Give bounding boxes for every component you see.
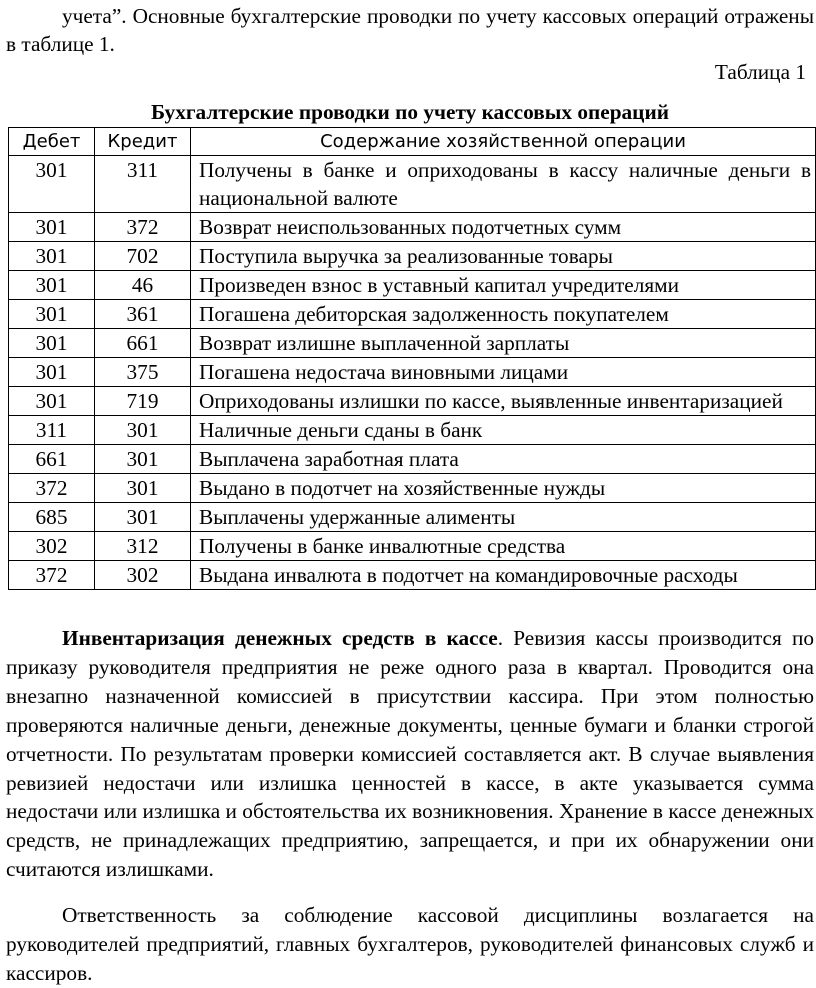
cell-credit: 302 <box>95 561 191 590</box>
cell-debit: 301 <box>9 358 95 387</box>
cell-credit: 46 <box>95 271 191 300</box>
closing-paragraph: Ответственность за соблюдение кассовой дисциплины возлагается на руководителей предприятий, главных бухгалтеров, руководителей финансовых служб и кассиров. <box>6 903 814 985</box>
cell-debit: 301 <box>9 242 95 271</box>
cell-credit: 301 <box>95 445 191 474</box>
cell-credit: 301 <box>95 503 191 532</box>
table-row <box>9 271 816 300</box>
cell-debit: 301 <box>9 271 95 300</box>
table-row <box>9 242 816 271</box>
cell-description: Выплачены удержанные алименты <box>191 503 816 532</box>
cell-description: Возврат излишне выплаченной зарплаты <box>191 329 816 358</box>
header-debit: Дебет <box>9 128 95 156</box>
inventory-text: . Ревизия кассы производится по приказу руководителя предприятия не реже одного раза в квартал. Проводится она внезапно назначенной комиссией в присутствии кассира. При этом полностью проверяются наличные деньги, денежные документы, ценные бумаги и бланки строгой отчетности. По результатам проверки комиссией составляется акт. В случае выявления ревизией недостачи или излишка ценностей в кассе, в акте указывается сумма недостачи или излишка и обстоятельства их возникновения. Хранение в кассе денежных средств, не принадлежащих предприятию, запрещается, и при их обнаружении они считаются излишками. <box>6 626 814 882</box>
cell-debit: 301 <box>9 300 95 329</box>
cell-credit: 311 <box>95 156 191 213</box>
cell-credit: 361 <box>95 300 191 329</box>
table-row <box>9 387 816 416</box>
cell-credit: 372 <box>95 213 191 242</box>
cell-credit: 375 <box>95 358 191 387</box>
cell-description: Наличные деньги сданы в банк <box>191 416 816 445</box>
cell-description: Выдано в подотчет на хозяйственные нужды <box>191 474 816 503</box>
cell-debit: 685 <box>9 503 95 532</box>
cell-description: Выдана инвалюта в подотчет на командировочные расходы <box>191 561 816 590</box>
table-row <box>9 358 816 387</box>
table-header-row <box>9 128 816 156</box>
table-row <box>9 156 816 213</box>
cell-description: Получены в банке инвалютные средства <box>191 532 816 561</box>
table-row <box>9 561 816 590</box>
cell-debit: 661 <box>9 445 95 474</box>
cell-description: Поступила выручка за реализованные товары <box>191 242 816 271</box>
entries-table <box>8 127 816 590</box>
cell-description: Погашена недостача виновными лицами <box>191 358 816 387</box>
cell-credit: 312 <box>95 532 191 561</box>
inventory-paragraph <box>6 624 814 884</box>
table-row <box>9 329 816 358</box>
cell-description: Оприходованы излишки по кассе, выявленные инвентаризацией <box>191 387 816 416</box>
cell-debit: 311 <box>9 416 95 445</box>
table-row <box>9 213 816 242</box>
inventory-heading: Инвентаризация денежных средств в кассе <box>62 626 498 650</box>
table-row <box>9 474 816 503</box>
cell-description: Произведен взнос в уставный капитал учредителями <box>191 271 816 300</box>
cell-debit: 301 <box>9 213 95 242</box>
cell-debit: 301 <box>9 387 95 416</box>
cell-description: Возврат неиспользованных подотчетных сумм <box>191 213 816 242</box>
header-credit: Кредит <box>95 128 191 156</box>
table-row <box>9 445 816 474</box>
intro-paragraph: учета”. Основные бухгалтерские проводки по учету кассовых операций отражены в таблице 1. <box>6 4 814 56</box>
cell-credit: 719 <box>95 387 191 416</box>
cell-description: Получены в банке и оприходованы в кассу наличные деньги в национальной валюте <box>191 156 816 213</box>
cell-description: Выплачена заработная плата <box>191 445 816 474</box>
header-description: Содержание хозяйственной операции <box>191 128 816 156</box>
cell-debit: 301 <box>9 156 95 213</box>
cell-debit: 372 <box>9 474 95 503</box>
cell-debit: 372 <box>9 561 95 590</box>
table-title: Бухгалтерские проводки по учету кассовых операций <box>151 100 669 124</box>
table-row <box>9 532 816 561</box>
cell-debit: 302 <box>9 532 95 561</box>
cell-credit: 661 <box>95 329 191 358</box>
cell-credit: 301 <box>95 474 191 503</box>
table-row <box>9 300 816 329</box>
table-row <box>9 416 816 445</box>
cell-description: Погашена дебиторская задолженность покупателем <box>191 300 816 329</box>
table-caption: Таблица 1 <box>714 60 806 84</box>
table-row <box>9 503 816 532</box>
cell-debit: 301 <box>9 329 95 358</box>
cell-credit: 702 <box>95 242 191 271</box>
cell-credit: 301 <box>95 416 191 445</box>
